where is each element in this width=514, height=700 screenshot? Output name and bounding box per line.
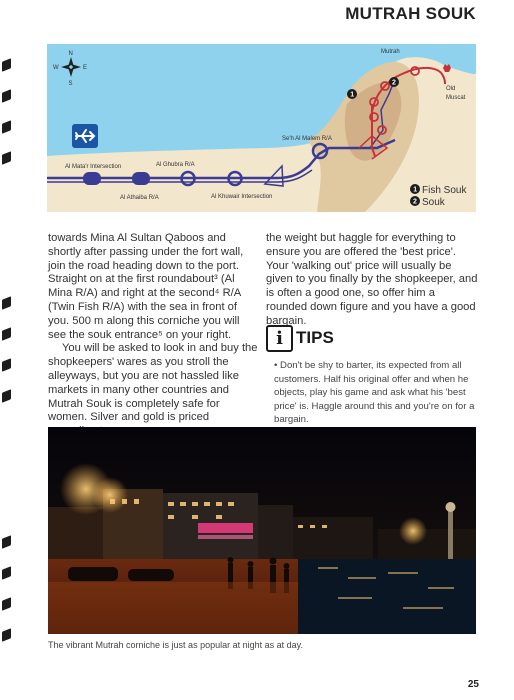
spiral-binding <box>0 327 12 341</box>
svg-text:2: 2 <box>392 79 396 87</box>
label-muscat: Muscat <box>446 95 466 101</box>
spiral-binding <box>0 628 12 642</box>
compass-south: S <box>68 81 73 87</box>
info-icon: i <box>266 325 293 352</box>
spiral-binding <box>0 566 12 580</box>
svg-text:1: 1 <box>350 91 355 99</box>
label-mutrah: Mutrah <box>381 49 400 55</box>
svg-text:1: 1 <box>413 186 418 194</box>
section-title: MUTRAH SOUK <box>345 4 476 23</box>
tips-header <box>266 323 478 353</box>
label-seeh-al-malem: Se'h Al Malem R/A <box>282 136 332 142</box>
route-map <box>47 44 476 212</box>
spiral-binding <box>0 120 12 134</box>
airport-icon <box>72 124 98 148</box>
label-al-ghubra: Al Ghubra R/A <box>156 162 195 168</box>
label-al-matar-intersection: Al Mata'r Intersection <box>65 164 122 170</box>
compass-north: N <box>68 51 73 57</box>
compass-west: W <box>53 65 59 71</box>
body-column-2 <box>266 232 478 329</box>
svg-text:Souk: Souk <box>422 197 445 208</box>
spiral-binding <box>0 535 12 549</box>
body-paragraph: You will be asked to look in and buy the shopkeepers' wares as you stroll the alleyways, but you are not hassled like markets in many other countries and Mutrah Souk is completely safe for women. Silver and gold is priced <box>48 342 258 424</box>
spiral-binding <box>0 151 12 165</box>
svg-text:2: 2 <box>413 198 417 206</box>
label-old: Old <box>446 86 456 92</box>
map-marker-2 <box>389 77 399 87</box>
spiral-binding <box>0 58 12 72</box>
page-number: 25 <box>467 679 479 690</box>
photo-caption: The vibrant Mutrah corniche is just as popular at night as at day. <box>48 640 303 650</box>
svg-text:Fish Souk: Fish Souk <box>422 185 467 196</box>
label-al-khuwair-intersection: Al Khuwair Intersection <box>211 194 273 200</box>
spiral-binding <box>0 89 12 103</box>
corniche-night-photo <box>48 427 476 634</box>
spiral-binding <box>0 597 12 611</box>
compass-east: E <box>83 65 88 71</box>
body-paragraph: towards Mina Al Sultan Qaboos and shortly after passing under the fort wall, join the road heading down to the port. Straight on at the first roundabout³ (Al Mina R/A) and right at the second⁴ R/A (Twin Fish R/A) with the sea in front of you. 500 m along this corniche you will see the souk entrance⁵ on your right. <box>48 232 244 341</box>
tips-text: • Don't be shy to barter, its expected from all customers. Half his original offer and when he objects, play his game and ask what his 'best price' is. Haggle around this and you're on for a bargain. <box>274 360 475 426</box>
map-marker-1 <box>347 89 357 99</box>
body-paragraph: the weight but haggle for everything to ensure you are offered the 'best price'. Your 'walking out' price will usually be given to you finally by the shopkeeper, and is often a good one, so offer him a rounded down figure and you have a good bargain. <box>266 232 478 327</box>
spiral-binding <box>0 389 12 403</box>
tips-box <box>266 323 478 427</box>
tips-title: TIPS <box>296 328 334 347</box>
spiral-binding <box>0 358 12 372</box>
label-al-athaiba: Al Athaiba R/A <box>120 195 159 201</box>
spiral-binding <box>0 296 12 310</box>
body-column-1 <box>48 232 260 439</box>
